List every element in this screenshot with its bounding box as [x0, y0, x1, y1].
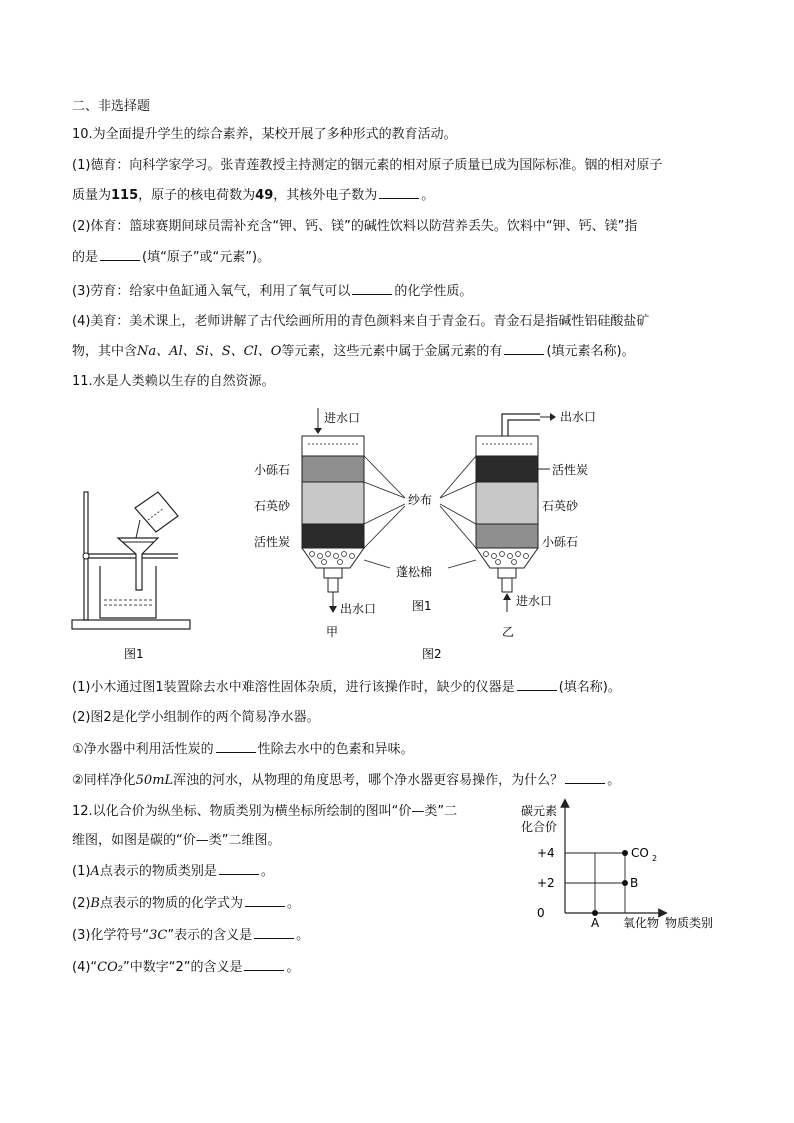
q11-part2a: ①净水器中利用活性炭的 性除去水中的色素和异味。 [72, 742, 414, 757]
yi-layer3-label: 小砾石 [542, 535, 579, 549]
point-b-label: B [630, 876, 639, 890]
y-tick-label: +4 [537, 846, 555, 860]
data-point-co2 [622, 850, 628, 856]
answer-blank[interactable] [379, 186, 419, 199]
answer-blank[interactable] [245, 894, 285, 907]
fig2-caption: 图2 [422, 647, 442, 661]
answer-blank[interactable] [100, 248, 140, 261]
answer-blank[interactable] [244, 958, 284, 971]
jia-layer2-label: 石英砂 [254, 499, 291, 513]
yi-name: 乙 [502, 625, 515, 639]
purifier-jia [254, 408, 376, 639]
answer-blank[interactable] [216, 740, 256, 753]
data-point-a [592, 910, 598, 916]
yi-layer2-label: 石英砂 [542, 499, 579, 513]
point-co2-label: CO [631, 846, 649, 860]
q12-part1: (1)A点表示的物质类别是 。 [72, 864, 274, 879]
y-axis-label-line1: 碳元素 [521, 804, 558, 818]
jia-layer3-label: 活性炭 [254, 535, 291, 549]
answer-blank[interactable] [352, 282, 392, 295]
gauze-label: 纱布 [408, 493, 433, 507]
purifier-yi [476, 409, 596, 639]
section-title: 二、非选择题 [72, 99, 151, 114]
q11-stem: 11.水是人类赖以生存的自然资源。 [72, 374, 275, 389]
x-axis-label: 物质类别 [665, 916, 714, 930]
jia-inlet-label: 进水口 [324, 411, 361, 425]
q12-part2: (2)B点表示的物质的化学式为 。 [72, 896, 301, 911]
answer-blank[interactable] [504, 342, 544, 355]
cotton-label: 蓬松棉 [396, 565, 433, 579]
answer-blank[interactable] [565, 771, 605, 784]
q11-part2: (2)图2是化学小组制作的两个简易净水器。 [72, 710, 320, 725]
valence-category-chart [515, 795, 730, 935]
yi-layer1-label: 活性炭 [552, 463, 589, 477]
q12-part3: (3)化学符号“3C”表示的含义是 。 [72, 928, 310, 943]
fig2-inner-caption: 图1 [412, 599, 432, 613]
y-tick-label: +2 [537, 876, 555, 890]
q10-part3: (3)劳育：给家中鱼缸通入氧气，利用了氧气可以 的化学性质。 [72, 284, 473, 299]
jia-outlet-label: 出水口 [340, 602, 377, 616]
q10-stem: 10.为全面提升学生的综合素养，某校开展了多种形式的教育活动。 [72, 127, 457, 142]
y-tick-label: 0 [537, 906, 545, 920]
gauze-pointers [364, 456, 476, 568]
q12-stem-line2: 维图，如图是碳的“价—类”二维图。 [72, 833, 281, 848]
chart-points [592, 846, 657, 916]
q11-part2b: ②同样净化50mL浑浊的河水，从物理的角度思考，哪个净水器更容易操作，为什么？ 。 [72, 773, 621, 788]
q12-stem-line1: 12.以化合价为纵坐标、物质类别为横坐标所绘制的图叫“价—类”二 [72, 804, 458, 819]
filtration-apparatus-figure [60, 480, 200, 665]
answer-blank[interactable] [219, 862, 259, 875]
q10-part1-line2: 质量为115，原子的核电荷数为49，其核外电子数为 。 [72, 188, 435, 203]
q11-part1: (1)小木通过图1装置除去水中难溶性固体杂质，进行该操作时，缺少的仪器是 (填名称)。 [72, 680, 621, 695]
q10-part2-line1: (2)体育：篮球赛期间球员需补充含“钾、钙、镁”的碱性饮料以防营养丢失。饮料中“钾、钙、镁”指 [72, 219, 638, 234]
data-point-b [622, 880, 628, 886]
answer-blank[interactable] [254, 926, 294, 939]
yi-outlet-label: 出水口 [560, 410, 597, 424]
water-purifier-figure [240, 400, 597, 665]
jia-name: 甲 [326, 625, 339, 639]
jia-layer1-label: 小砾石 [254, 463, 291, 477]
fig1-caption: 图1 [124, 647, 144, 661]
y-axis-label-line2: 化合价 [521, 820, 558, 834]
answer-blank[interactable] [517, 678, 557, 691]
yi-inlet-label: 进水口 [516, 594, 553, 608]
q10-part2-line2: 的是 (填“原子”或“元素”)。 [72, 250, 271, 265]
q10-part4-line1: (4)美育：美术课上，老师讲解了古代绘画所用的青色颜料来自于青金石。青金石是指碱性铝硅酸盐矿 [72, 314, 650, 329]
chart-guides [565, 853, 625, 913]
x-tick-label: A [591, 916, 600, 930]
q10-part4-line2: 物，其中含Na、Al、Si、S、Cl、O等元素，这些元素中属于金属元素的有 (填元素名称)。 [72, 344, 635, 359]
x-tick-label: 氧化物 [623, 916, 660, 930]
q10-part1-line1: (1)德育：向科学家学习。张青莲教授主持测定的铟元素的相对原子质量已成为国际标准。铟的相对原子 [72, 158, 663, 173]
point-co2-subscript: 2 [652, 854, 658, 863]
q12-part4: (4)“CO₂”中数字“2”的含义是 。 [72, 960, 300, 975]
